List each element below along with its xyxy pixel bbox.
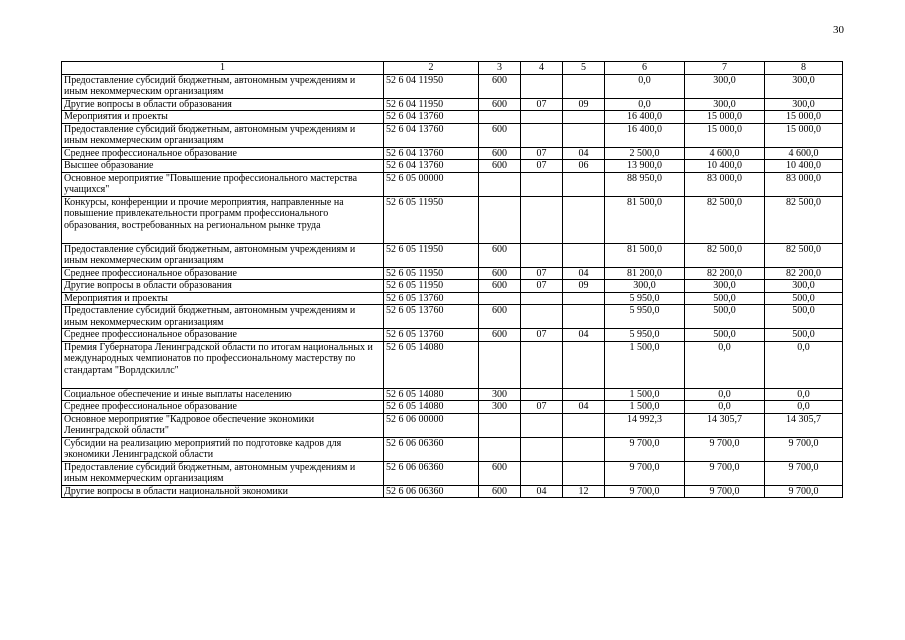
cell-amount-1: 14 992,3 bbox=[605, 413, 685, 437]
table-row bbox=[62, 98, 843, 111]
cell-code: 52 6 04 11950 bbox=[384, 74, 479, 98]
cell-name: Мероприятия и проекты bbox=[62, 292, 384, 305]
cell-name: Предоставление субсидий бюджетным, автономным учреждениям и иным некоммерческим организациям bbox=[62, 461, 384, 485]
cell-rz bbox=[521, 111, 563, 124]
cell-pr bbox=[563, 461, 605, 485]
cell-amount-1: 5 950,0 bbox=[605, 305, 685, 329]
cell-name: Высшее образование bbox=[62, 160, 384, 173]
cell-vr: 600 bbox=[479, 329, 521, 342]
cell-amount-2: 500,0 bbox=[685, 292, 765, 305]
column-number-row bbox=[62, 62, 843, 75]
cell-code: 52 6 05 11950 bbox=[384, 267, 479, 280]
cell-vr: 600 bbox=[479, 305, 521, 329]
cell-rz bbox=[521, 437, 563, 461]
cell-amount-1: 1 500,0 bbox=[605, 401, 685, 414]
cell-rz: 07 bbox=[521, 401, 563, 414]
cell-amount-1: 9 700,0 bbox=[605, 461, 685, 485]
cell-vr bbox=[479, 437, 521, 461]
table-row bbox=[62, 305, 843, 329]
column-header: 8 bbox=[765, 62, 843, 75]
cell-name: Другие вопросы в области образования bbox=[62, 98, 384, 111]
cell-vr: 600 bbox=[479, 280, 521, 293]
cell-code: 52 6 06 06360 bbox=[384, 485, 479, 498]
cell-amount-3: 300,0 bbox=[765, 74, 843, 98]
cell-name: Другие вопросы в области образования bbox=[62, 280, 384, 293]
cell-pr bbox=[563, 305, 605, 329]
cell-name: Конкурсы, конференции и прочие мероприятия, направленные на повышение привлекательности программ профессионального образования, востребованных на региональном рынке труда bbox=[62, 196, 384, 243]
cell-name: Предоставление субсидий бюджетным, автономным учреждениям и иным некоммерческим организациям bbox=[62, 74, 384, 98]
page-number: 30 bbox=[833, 24, 844, 36]
cell-pr bbox=[563, 437, 605, 461]
cell-amount-1: 81 200,0 bbox=[605, 267, 685, 280]
cell-amount-2: 83 000,0 bbox=[685, 172, 765, 196]
cell-amount-1: 88 950,0 bbox=[605, 172, 685, 196]
cell-amount-3: 500,0 bbox=[765, 292, 843, 305]
cell-name: Основное мероприятие "Повышение профессионального мастерства учащихся" bbox=[62, 172, 384, 196]
cell-amount-3: 82 200,0 bbox=[765, 267, 843, 280]
cell-amount-2: 0,0 bbox=[685, 388, 765, 401]
cell-name: Мероприятия и проекты bbox=[62, 111, 384, 124]
cell-amount-1: 1 500,0 bbox=[605, 341, 685, 388]
cell-amount-3: 9 700,0 bbox=[765, 437, 843, 461]
cell-amount-3: 83 000,0 bbox=[765, 172, 843, 196]
cell-rz: 07 bbox=[521, 98, 563, 111]
cell-rz bbox=[521, 74, 563, 98]
cell-pr bbox=[563, 292, 605, 305]
cell-amount-1: 2 500,0 bbox=[605, 147, 685, 160]
cell-amount-3: 82 500,0 bbox=[765, 196, 843, 243]
cell-amount-2: 15 000,0 bbox=[685, 111, 765, 124]
cell-vr bbox=[479, 196, 521, 243]
cell-amount-1: 81 500,0 bbox=[605, 243, 685, 267]
column-header: 1 bbox=[62, 62, 384, 75]
cell-rz bbox=[521, 341, 563, 388]
cell-code: 52 6 05 11950 bbox=[384, 243, 479, 267]
cell-code: 52 6 05 14080 bbox=[384, 341, 479, 388]
column-header: 2 bbox=[384, 62, 479, 75]
cell-rz: 04 bbox=[521, 485, 563, 498]
cell-pr: 12 bbox=[563, 485, 605, 498]
cell-amount-3: 0,0 bbox=[765, 341, 843, 388]
cell-vr: 600 bbox=[479, 160, 521, 173]
cell-code: 52 6 04 13760 bbox=[384, 160, 479, 173]
cell-code: 52 6 06 00000 bbox=[384, 413, 479, 437]
cell-amount-1: 0,0 bbox=[605, 74, 685, 98]
table-row bbox=[62, 388, 843, 401]
cell-pr bbox=[563, 74, 605, 98]
cell-amount-3: 500,0 bbox=[765, 305, 843, 329]
column-header: 5 bbox=[563, 62, 605, 75]
cell-amount-3: 82 500,0 bbox=[765, 243, 843, 267]
cell-vr: 600 bbox=[479, 74, 521, 98]
cell-rz: 07 bbox=[521, 160, 563, 173]
cell-code: 52 6 05 13760 bbox=[384, 292, 479, 305]
cell-pr: 04 bbox=[563, 267, 605, 280]
cell-amount-1: 13 900,0 bbox=[605, 160, 685, 173]
cell-code: 52 6 04 13760 bbox=[384, 111, 479, 124]
table-row bbox=[62, 196, 843, 243]
cell-vr: 300 bbox=[479, 401, 521, 414]
cell-name: Предоставление субсидий бюджетным, автономным учреждениям и иным некоммерческим организациям bbox=[62, 243, 384, 267]
cell-rz bbox=[521, 461, 563, 485]
cell-vr bbox=[479, 413, 521, 437]
cell-amount-1: 16 400,0 bbox=[605, 123, 685, 147]
cell-amount-3: 500,0 bbox=[765, 329, 843, 342]
cell-name: Основное мероприятие "Кадровое обеспечение экономики Ленинградской области" bbox=[62, 413, 384, 437]
table-row bbox=[62, 341, 843, 388]
cell-name: Среднее профессиональное образование bbox=[62, 401, 384, 414]
cell-amount-3: 15 000,0 bbox=[765, 111, 843, 124]
cell-pr: 06 bbox=[563, 160, 605, 173]
cell-vr: 600 bbox=[479, 485, 521, 498]
cell-amount-2: 300,0 bbox=[685, 98, 765, 111]
cell-code: 52 6 05 13760 bbox=[384, 305, 479, 329]
cell-code: 52 6 05 11950 bbox=[384, 280, 479, 293]
cell-rz bbox=[521, 413, 563, 437]
cell-amount-1: 9 700,0 bbox=[605, 485, 685, 498]
cell-rz bbox=[521, 292, 563, 305]
cell-name: Предоставление субсидий бюджетным, автономным учреждениям и иным некоммерческим организациям bbox=[62, 305, 384, 329]
cell-amount-2: 9 700,0 bbox=[685, 461, 765, 485]
cell-rz bbox=[521, 305, 563, 329]
cell-amount-3: 9 700,0 bbox=[765, 461, 843, 485]
cell-amount-3: 14 305,7 bbox=[765, 413, 843, 437]
cell-code: 52 6 05 14080 bbox=[384, 401, 479, 414]
cell-vr bbox=[479, 341, 521, 388]
cell-pr bbox=[563, 172, 605, 196]
cell-pr: 04 bbox=[563, 401, 605, 414]
table-row bbox=[62, 111, 843, 124]
cell-amount-2: 82 200,0 bbox=[685, 267, 765, 280]
cell-pr: 04 bbox=[563, 329, 605, 342]
cell-amount-2: 4 600,0 bbox=[685, 147, 765, 160]
cell-vr: 600 bbox=[479, 147, 521, 160]
cell-amount-2: 500,0 bbox=[685, 329, 765, 342]
cell-amount-1: 81 500,0 bbox=[605, 196, 685, 243]
table-row bbox=[62, 401, 843, 414]
cell-pr: 04 bbox=[563, 147, 605, 160]
cell-amount-2: 500,0 bbox=[685, 305, 765, 329]
cell-pr bbox=[563, 111, 605, 124]
cell-name: Среднее профессиональное образование bbox=[62, 267, 384, 280]
cell-code: 52 6 05 14080 bbox=[384, 388, 479, 401]
cell-amount-2: 9 700,0 bbox=[685, 437, 765, 461]
cell-rz bbox=[521, 388, 563, 401]
cell-code: 52 6 04 11950 bbox=[384, 98, 479, 111]
cell-vr: 600 bbox=[479, 267, 521, 280]
cell-name: Среднее профессиональное образование bbox=[62, 329, 384, 342]
cell-amount-2: 0,0 bbox=[685, 341, 765, 388]
cell-amount-1: 300,0 bbox=[605, 280, 685, 293]
cell-rz: 07 bbox=[521, 329, 563, 342]
cell-amount-2: 82 500,0 bbox=[685, 196, 765, 243]
cell-code: 52 6 05 11950 bbox=[384, 196, 479, 243]
cell-pr: 09 bbox=[563, 280, 605, 293]
cell-code: 52 6 06 06360 bbox=[384, 437, 479, 461]
budget-table bbox=[61, 61, 843, 498]
table-row bbox=[62, 413, 843, 437]
cell-amount-3: 15 000,0 bbox=[765, 123, 843, 147]
table-row bbox=[62, 280, 843, 293]
cell-amount-2: 9 700,0 bbox=[685, 485, 765, 498]
table-row bbox=[62, 329, 843, 342]
cell-pr bbox=[563, 413, 605, 437]
cell-pr bbox=[563, 123, 605, 147]
column-header: 4 bbox=[521, 62, 563, 75]
cell-amount-1: 5 950,0 bbox=[605, 329, 685, 342]
cell-code: 52 6 05 13760 bbox=[384, 329, 479, 342]
cell-vr bbox=[479, 292, 521, 305]
cell-name: Другие вопросы в области национальной экономики bbox=[62, 485, 384, 498]
cell-amount-1: 16 400,0 bbox=[605, 111, 685, 124]
cell-vr: 600 bbox=[479, 123, 521, 147]
table-row bbox=[62, 160, 843, 173]
cell-name: Предоставление субсидий бюджетным, автономным учреждениям и иным некоммерческим организациям bbox=[62, 123, 384, 147]
cell-vr: 600 bbox=[479, 243, 521, 267]
cell-vr: 600 bbox=[479, 98, 521, 111]
table-row bbox=[62, 485, 843, 498]
table-row bbox=[62, 243, 843, 267]
cell-amount-1: 0,0 bbox=[605, 98, 685, 111]
cell-amount-2: 0,0 bbox=[685, 401, 765, 414]
cell-pr bbox=[563, 388, 605, 401]
cell-amount-3: 0,0 bbox=[765, 388, 843, 401]
cell-rz: 07 bbox=[521, 267, 563, 280]
cell-amount-2: 14 305,7 bbox=[685, 413, 765, 437]
cell-rz bbox=[521, 172, 563, 196]
cell-amount-2: 300,0 bbox=[685, 280, 765, 293]
cell-rz: 07 bbox=[521, 280, 563, 293]
cell-vr bbox=[479, 172, 521, 196]
cell-amount-3: 300,0 bbox=[765, 280, 843, 293]
cell-rz bbox=[521, 196, 563, 243]
cell-amount-2: 82 500,0 bbox=[685, 243, 765, 267]
cell-code: 52 6 04 13760 bbox=[384, 147, 479, 160]
table-row bbox=[62, 292, 843, 305]
cell-amount-3: 10 400,0 bbox=[765, 160, 843, 173]
cell-amount-1: 9 700,0 bbox=[605, 437, 685, 461]
table-row bbox=[62, 267, 843, 280]
cell-name: Среднее профессиональное образование bbox=[62, 147, 384, 160]
cell-vr: 600 bbox=[479, 461, 521, 485]
cell-rz bbox=[521, 123, 563, 147]
cell-amount-1: 5 950,0 bbox=[605, 292, 685, 305]
column-header: 6 bbox=[605, 62, 685, 75]
cell-code: 52 6 04 13760 bbox=[384, 123, 479, 147]
table-body bbox=[62, 74, 843, 498]
table-row bbox=[62, 74, 843, 98]
table-row bbox=[62, 437, 843, 461]
cell-pr bbox=[563, 243, 605, 267]
cell-amount-3: 4 600,0 bbox=[765, 147, 843, 160]
cell-amount-3: 300,0 bbox=[765, 98, 843, 111]
table-row bbox=[62, 147, 843, 160]
cell-amount-2: 15 000,0 bbox=[685, 123, 765, 147]
cell-pr bbox=[563, 196, 605, 243]
table-row bbox=[62, 123, 843, 147]
cell-name: Социальное обеспечение и иные выплаты населению bbox=[62, 388, 384, 401]
cell-amount-3: 0,0 bbox=[765, 401, 843, 414]
cell-amount-3: 9 700,0 bbox=[765, 485, 843, 498]
cell-amount-2: 300,0 bbox=[685, 74, 765, 98]
cell-amount-1: 1 500,0 bbox=[605, 388, 685, 401]
cell-vr: 300 bbox=[479, 388, 521, 401]
cell-name: Премия Губернатора Ленинградской области по итогам национальных и международных чемпионатов по профессиональному мастерству по стандартам "Ворлдскиллс" bbox=[62, 341, 384, 388]
cell-rz: 07 bbox=[521, 147, 563, 160]
cell-name: Субсидии на реализацию мероприятий по подготовке кадров для экономики Ленинградской области bbox=[62, 437, 384, 461]
table-row bbox=[62, 172, 843, 196]
column-header: 7 bbox=[685, 62, 765, 75]
cell-pr bbox=[563, 341, 605, 388]
cell-rz bbox=[521, 243, 563, 267]
cell-code: 52 6 05 00000 bbox=[384, 172, 479, 196]
cell-amount-2: 10 400,0 bbox=[685, 160, 765, 173]
cell-code: 52 6 06 06360 bbox=[384, 461, 479, 485]
column-header: 3 bbox=[479, 62, 521, 75]
cell-pr: 09 bbox=[563, 98, 605, 111]
table-row bbox=[62, 461, 843, 485]
cell-vr bbox=[479, 111, 521, 124]
